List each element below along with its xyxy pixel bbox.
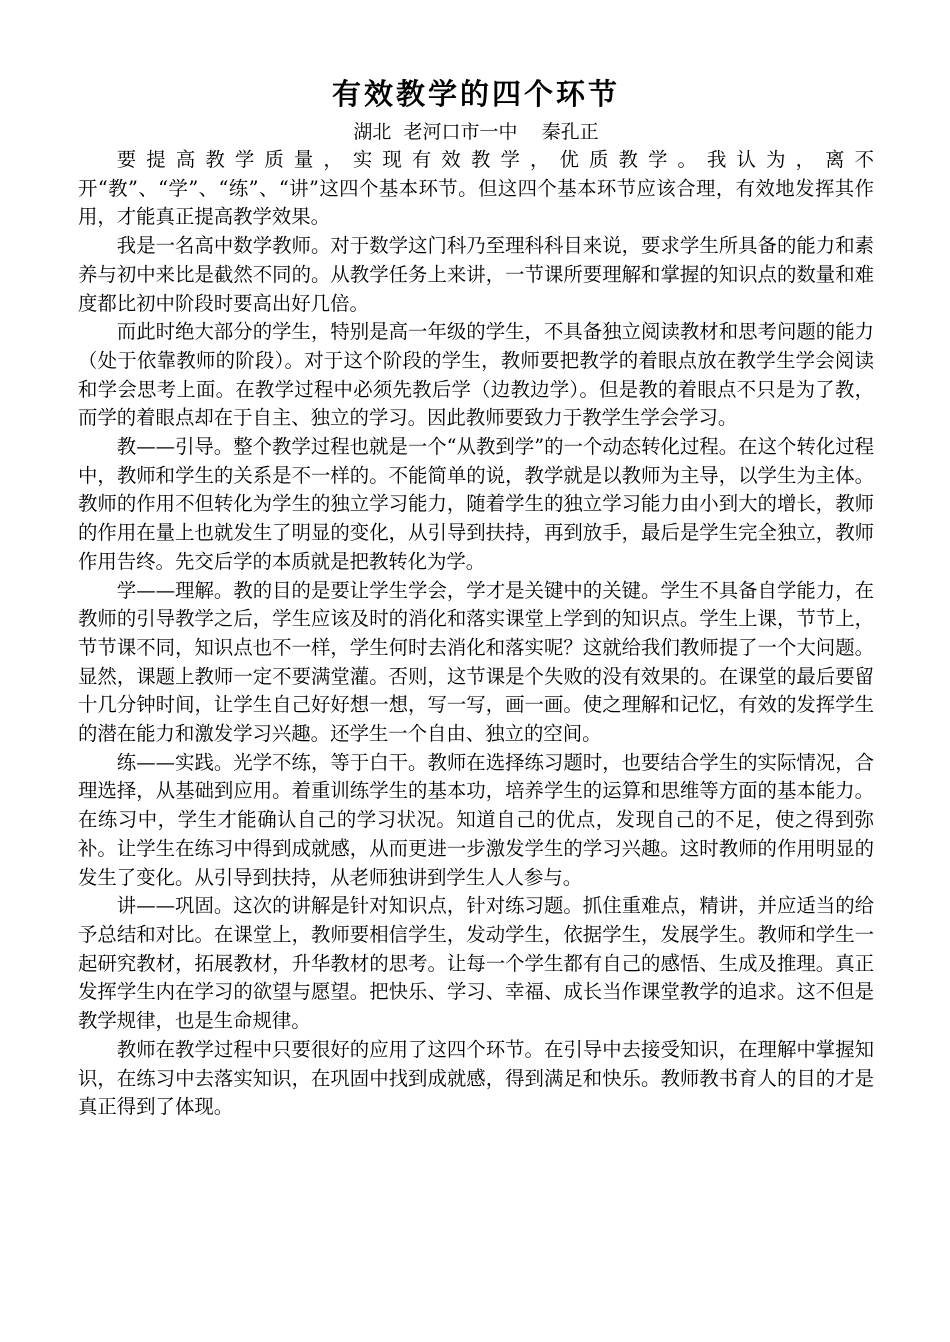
document-title: 有效教学的四个环节: [331, 77, 620, 111]
author-byline: 湖北 老河口市一中 秦孔正: [353, 121, 599, 143]
paragraph-explain: 讲——巩固。这次的讲解是针对知识点，针对练习题。抓住重难点，精讲，并应适当的给予总结和对比。在课堂上，教师要相信学生，发动学生，依据学生，发展学生。教师和学生一起研究教材，拓展教材，升华教材的思考。让每一个学生都有自己的感悟、生成及推理。真正发挥学生内在学习的欲望与愿望。把快乐、学习、幸福、成长当作课堂教学的追求。这不但是教学规律，也是生命规律。: [78, 894, 874, 1033]
paragraph-background: 我是一名高中数学教师。对于数学这门科乃至理科科目来说，要求学生所具备的能力和素养与初中来比是截然不同的。从教学任务上来讲，一节课所要理解和掌握的知识点的数量和难度都比初中阶段时要高出好几倍。: [78, 234, 874, 315]
document-page: [78, 72, 874, 1122]
paragraph-practice: 练——实践。光学不练，等于白干。教师在选择练习题时，也要结合学生的实际情况，合理选择，从基础到应用。着重训练学生的基本功，培养学生的运算和思维等方面的基本能力。在练习中，学生才能确认自己的学习状况。知道自己的优点，发现自己的不足，使之得到弥补。让学生在练习中得到成就感，从而更进一步激发学生的学习兴趣。这时教师的作用明显的发生了变化。从引导到扶持，从老师独讲到学生人人参与。: [78, 750, 874, 889]
paragraph-intro: 要提高教学质量，实现有效教学，优质教学。我认为，离不开“教”、“学”、“练”、“讲”这四个基本环节。但这四个基本环节应该合理，有效地发挥其作用，才能真正提高教学效果。: [78, 148, 874, 229]
paragraph-conclusion: 教师在教学过程中只要很好的应用了这四个环节。在引导中去接受知识，在理解中掌握知识，在练习中去落实知识，在巩固中找到成就感，得到满足和快乐。教师教书育人的目的才是真正得到了体现。: [78, 1037, 874, 1119]
paragraph-students: 而此时绝大部分的学生，特别是高一年级的学生，不具备独立阅读教材和思考问题的能力（处于依靠教师的阶段）。对于这个阶段的学生，教师要把教学的着眼点放在教学生学会阅读和学会思考上面。在教学过程中必须先教后学（边教边学）。但是教的着眼点不只是为了教，而学的着眼点却在于自主、独立的学习。因此教师要致力于教学生学会学习。: [78, 320, 874, 430]
paragraph-learn: 学——理解。教的目的是要让学生学会，学才是关键中的关键。学生不具备自学能力，在教师的引导教学之后，学生应该及时的消化和落实课堂上学到的知识点。学生上课，节节上，节节课不同，知识点也不一样，学生何时去消化和落实呢？这就给我们教师提了一个大问题。显然，课题上教师一定不要满堂灌。否则，这节课是个失败的没有效果的。在课堂的最后要留十几分钟时间，让学生自己好好想一想，写一写，画一画。使之理解和记忆，有效的发挥学生的潜在能力和激发学习兴趣。还学生一个自由、独立的空间。: [78, 578, 874, 746]
paragraph-teach: 教——引导。整个教学过程也就是一个“从教到学”的一个动态转化过程。在这个转化过程中，教师和学生的关系是不一样的。不能简单的说，教学就是以教师为主导，以学生为主体。教师的作用不但转化为学生的独立学习能力，随着学生的独立学习能力由小到大的增长，教师的作用在量上也就发生了明显的变化，从引导到扶持，再到放手，最后是学生完全独立，教师作用告终。先交后学的本质就是把教转化为学。: [78, 435, 874, 573]
